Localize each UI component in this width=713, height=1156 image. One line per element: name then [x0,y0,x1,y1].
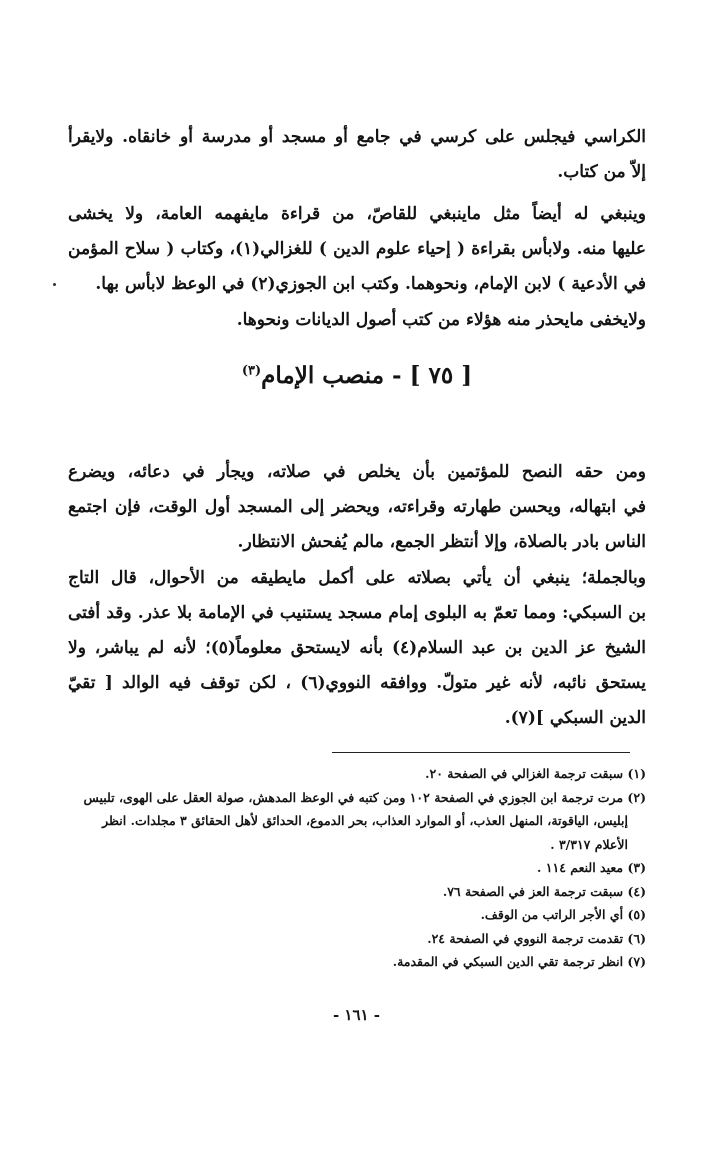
footnote-6: (٦) تقدمت ترجمة النووي في الصفحة ٢٤. [427,930,646,946]
paragraph-1-line-2: إلاّ من كتاب. [557,162,646,182]
footnote-4: (٤) سبقت ترجمة العز في الصفحة ٧٦. [442,883,646,899]
paragraph-5-line-5: الدين السبكي ](٧). [504,708,646,728]
paragraph-2-line-1: وينبغي له أيضاً مثل ماينبغي للقاصّ، من قراءة مايفهمه العامة، ولا يخشى [68,204,646,224]
page-number: - ١٦١ - [332,1006,381,1024]
footnote-5: (٥) أي الأجر الراتب من الوقف. [480,907,646,922]
footnotes [68,762,646,974]
paragraph-3-line-1: ولايخفى مايحذر منه هؤلاء من كتب أصول الديانات ونحوها. [236,310,646,330]
footnote-2-line-3: الأعلام ٣/٣١٧ . [550,836,628,852]
paragraph-4-line-3: الناس بادر بالصلاة، وإلا أنتظر الجمع، مالم يُفحش الانتظار. [237,532,646,552]
paragraph-2-line-2: عليها منه. ولابأس بقراءة ( إحياء علوم الدين ) للغزالي(١)، وكتاب ( سلاح المؤمن [68,239,646,259]
footnote-2-line-2: إبليس، الياقوتة، المنهل العذب، أو الموارد العذاب، بحر الدموع، الحدائق لأهل الحقائق ٣ مجلدات. انظر [102,813,628,828]
paragraph-5-line-1: وبالجملة؛ ينبغي أن يأتي بصلاته على أكمل مايطيقه من الأحوال، قال التاج [68,568,646,588]
paragraph-1 [68,120,646,190]
paragraph-3 [68,303,646,338]
section-heading [68,362,646,389]
paragraph-4-line-1: ومن حقه النصح للمؤتمين بأن يخلص في صلاته، ويجأر في دعائه، ويضرع [68,462,646,482]
footnote-3: (٣) معيد النعم ١١٤ . [537,860,646,875]
paragraph-5 [68,561,646,736]
section-heading-text: [ ٧٥ ] - منصب الإمام [261,362,473,389]
stray-mark [53,283,56,286]
paragraph-1-line-1: الكراسي فيجلس على كرسي في جامع أو مسجد أو مدرسة أو خانقاه. ولايقرأ [68,127,646,147]
paragraph-5-line-4: يستحق نائبه، لأنه غير متولّ. ووافقه النووي(٦) ، لكن توقف فيه الوالد [ تقيّ [68,673,646,693]
footnote-7: (٧) انظر ترجمة تقي الدين السبكي في المقدمة. [392,954,646,969]
footnote-2-line-1: (٢) مرت ترجمة ابن الجوزي في الصفحة ١٠٢ ومن كتبه في الوعظ المدهش، صولة العقل على الهوى، تلبيس [83,789,646,805]
footnote-1: (١) سبقت ترجمة الغزالي في الصفحة ٢٠. [425,766,646,781]
section-heading-note: (٣) [241,363,262,379]
paragraph-4-line-2: في ابتهاله، ويحسن طهارته وقراءته، ويحضر إلى المسجد أول الوقت، فإن اجتمع [68,497,646,517]
footnote-separator [332,752,630,753]
paragraph-4 [68,455,646,560]
paragraph-5-line-3: الشيخ عز الدين بن عبد السلام(٤) بأنه لايستحق معلوماً(٥)؛ لأنه لم يباشر، ولا [68,638,646,658]
paragraph-2-line-3: في الأدعية ) لابن الإمام، ونحوهما. وكتب ابن الجوزي(٢) في الوعظ لابأس بها. [95,274,646,294]
paragraph-5-line-2: بن السبكي: ومما تعمّ به البلوى إمام مسجد يستنيب في الإمامة بلا عذر. وقد أفتى [68,603,646,623]
paragraph-2 [68,197,646,302]
